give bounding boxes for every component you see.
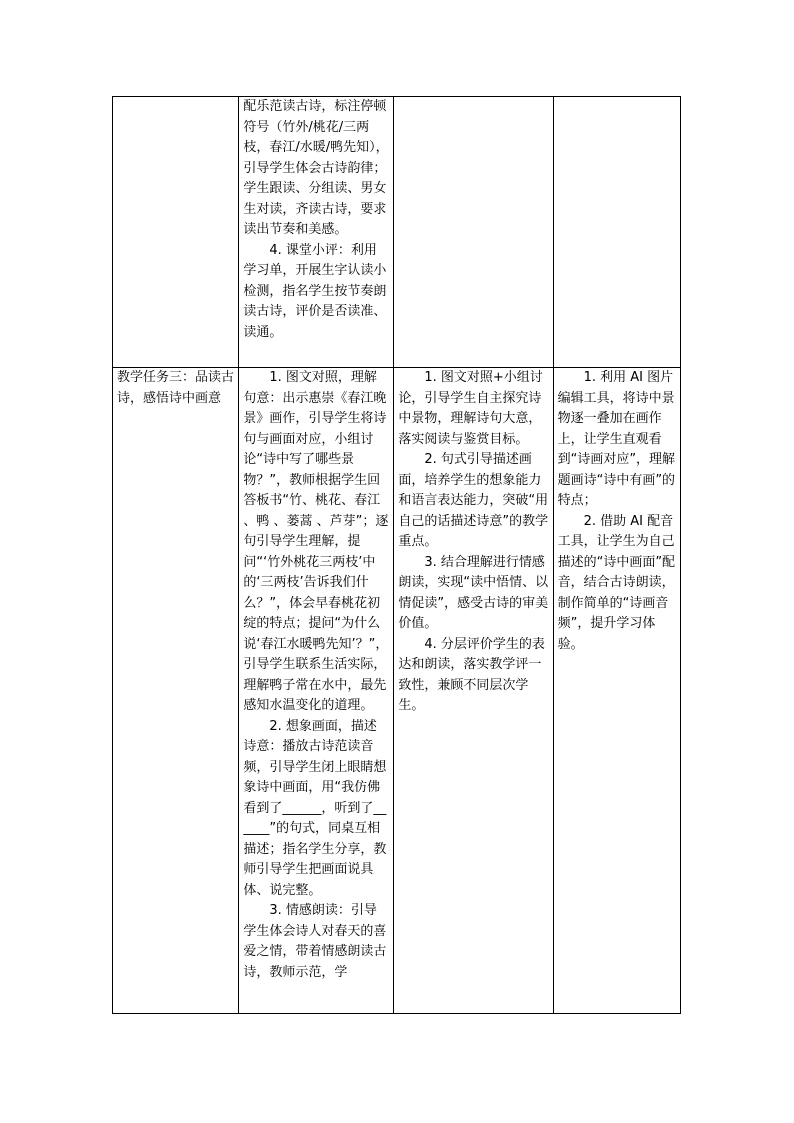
task-cell bbox=[113, 97, 239, 368]
lesson-plan-table bbox=[112, 96, 681, 1014]
table-row bbox=[113, 368, 681, 1014]
intent-paragraph: 3. 结合理解进行情感朗读，实现“读中悟情、以情促读”，感受古诗的审美价值。 bbox=[398, 554, 549, 631]
intent-paragraph: 4. 分层评价学生的表达和朗读，落实教学评一致性，兼顾不同层次学生。 bbox=[398, 636, 545, 713]
intent-cell bbox=[394, 97, 553, 368]
intent-cell bbox=[394, 368, 553, 1014]
task-title: 教学任务三：品读古诗，感悟诗中画意 bbox=[117, 370, 235, 406]
intent-paragraph: 1. 图文对照+小组讨论，引导学生自主探究诗中景物，理解诗句大意，落实阅读与鉴赏目标。 bbox=[398, 370, 543, 447]
process-paragraph: 3. 情感朗读：引导学生体会诗人对春天的喜爱之情，带着情感朗读古诗，教师示范，学 bbox=[243, 903, 387, 980]
ai-paragraph: 2. 借助 AI 配音工具，让学生为自己描述的“诗中画面”配音，结合古诗朗读，制作简单的“诗画音频”，提升学习体验。 bbox=[557, 513, 676, 652]
ai-cell bbox=[553, 368, 680, 1014]
process-paragraph: 配乐范读古诗，标注停顿符号（竹外/桃花/三两枝，春江/水暖/鸭先知），引导学生体会古诗韵律；学生跟读、分组读、男女生对读，齐读古诗，要求读出节奏和美感。 bbox=[243, 99, 389, 237]
ai-cell bbox=[553, 97, 680, 368]
process-paragraph: 4. 课堂小评：利用学习单，开展生字认读小检测，指名学生按节奏朗读古诗，评价是否读准、读通。 bbox=[243, 242, 387, 340]
process-cell bbox=[239, 97, 394, 368]
table-row bbox=[113, 97, 681, 368]
process-paragraph: 2. 想象画面，描述诗意：播放古诗范读音频，引导学生闭上眼睛想象诗中画面，用“我仿佛看到了______，听到了______”的句式，同桌互相描述；指名学生分享，教师引导学生把画面说具体、说完整。 bbox=[243, 718, 387, 898]
intent-paragraph: 2. 句式引导描述画面，培养学生的想象能力和语言表达能力，突破“用自己的话描述诗意”的教学重点。 bbox=[398, 452, 549, 549]
process-cell bbox=[239, 368, 394, 1014]
task-cell bbox=[113, 368, 239, 1014]
ai-paragraph: 1. 利用 AI 图片编辑工具，将诗中景物逐一叠加在画作上，让学生直观看到“诗画对应”，理解题画诗“诗中有画”的特点； bbox=[557, 370, 676, 508]
process-paragraph: 1. 图文对照，理解句意：出示惠崇《春江晚景》画作，引导学生将诗句与画面对应，小组讨论“诗中写了哪些景物？”，教师根据学生回答板书“竹、桃花、春江 、鸭 、蒌蒿 、芦芽”；逐句引导学生理解，提问“‘竹外桃花三两枝’中的‘三两枝’告诉我们什么？”，体会早春桃花初绽的特点；提问“为什么说‘春江水暖鸭先知’？”，引导学生联系生活实际，理解鸭子常在水中，最先感知水温变化的道理。 bbox=[243, 370, 389, 713]
